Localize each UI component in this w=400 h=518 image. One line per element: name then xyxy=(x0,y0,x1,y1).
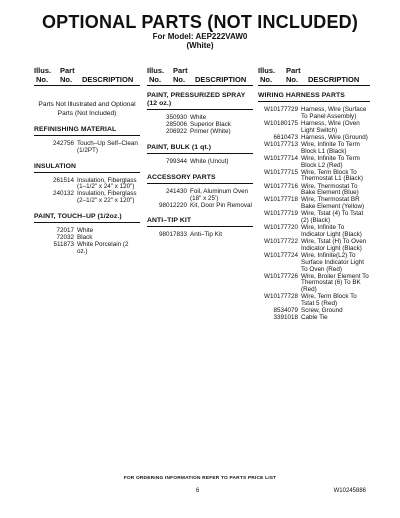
header-rule xyxy=(147,85,253,86)
column-2 xyxy=(147,66,253,240)
part-row xyxy=(258,253,370,273)
header-part: Part xyxy=(60,66,75,75)
part-description: Foil, Aluminum Oven (18" x 25') xyxy=(190,187,249,202)
intro-note: Parts Not Illustrated and Optional Parts (Not Included) xyxy=(38,101,136,117)
part-row xyxy=(147,129,253,136)
part-description: Wire, Infinite To Term Block L1 (Black) xyxy=(301,140,360,155)
part-description: Black xyxy=(77,234,93,242)
part-number: W10177728 xyxy=(264,293,298,301)
part-description: White (Uncut) xyxy=(190,157,229,165)
part-number: 799344 xyxy=(165,157,187,165)
header-part-no: No. xyxy=(286,75,299,84)
page-number: 6 xyxy=(196,488,200,494)
header-illus: Illus. xyxy=(147,66,165,75)
header-description: DESCRIPTION xyxy=(308,75,360,84)
section-title: PAINT, TOUCH–UP (1/2oz.) xyxy=(34,213,140,223)
part-description: Harness, Wire (Surface To Panel Assembly) xyxy=(301,106,367,120)
part-description: Insulation, Fiberglass (1–1/2" x 24" x 120") xyxy=(77,176,137,191)
part-number: 511873 xyxy=(53,241,74,249)
part-number: 72032 xyxy=(56,234,74,242)
part-number: W10177718 xyxy=(264,196,298,204)
section-title: REFINISHING MATERIAL xyxy=(34,126,140,136)
part-number: W10180175 xyxy=(264,119,298,127)
part-number: 241430 xyxy=(165,187,187,195)
part-description: Kit, Door Pin Removal xyxy=(190,201,252,209)
section-title: PAINT, PRESSURIZED SPRAY (12 oz.) xyxy=(147,92,253,110)
column-header xyxy=(258,66,370,84)
part-description: Wire, Infinite To Indicator Light (Black) xyxy=(301,224,362,239)
column-header xyxy=(147,66,253,84)
part-row xyxy=(258,184,370,198)
part-row xyxy=(258,121,370,135)
part-row xyxy=(147,189,253,203)
part-row xyxy=(258,211,370,225)
header-illus-no: No. xyxy=(149,75,162,84)
part-number: W10177715 xyxy=(264,168,298,176)
part-description: Wire, Tstat (H) To Oven Indicator Light (Black) xyxy=(301,238,367,252)
part-row xyxy=(147,203,253,210)
color-line: (White) xyxy=(186,41,214,50)
part-description: Screw, Ground xyxy=(301,307,343,315)
part-number: 8534079 xyxy=(273,307,298,315)
part-description: Primer (White) xyxy=(190,128,231,136)
part-row xyxy=(258,142,370,156)
part-number: 242756 xyxy=(52,140,74,147)
header-description: DESCRIPTION xyxy=(82,75,134,84)
part-number: 285006 xyxy=(165,121,187,129)
part-row xyxy=(34,242,140,256)
part-description: White Porcelain (2 oz.) xyxy=(77,241,129,256)
wiring-parts-list xyxy=(258,107,370,322)
section-title: PAINT, BULK (1 qt.) xyxy=(147,144,253,154)
part-description: Cable Tie xyxy=(301,314,328,322)
header-part: Part xyxy=(173,66,188,75)
part-number: 3391018 xyxy=(273,314,298,322)
part-number: W10177720 xyxy=(264,224,298,232)
column-3 xyxy=(258,66,370,322)
part-number: W10177719 xyxy=(264,210,298,218)
part-row xyxy=(147,159,253,166)
ordering-footer: FOR ORDERING INFORMATION REFER TO PARTS PRICE LIST xyxy=(123,476,277,481)
part-row xyxy=(258,294,370,308)
part-description: Wire, Infinite To Term Block L2 (Red) xyxy=(301,154,360,169)
part-number: W10177722 xyxy=(264,238,298,246)
header-part: Part xyxy=(286,66,301,75)
part-description: Wire, Thermostat BR Bake Element (Yellow) xyxy=(301,196,365,211)
column-1 xyxy=(34,66,140,256)
part-description: Wire, Thermostat To Bake Element (Blue) xyxy=(301,182,359,197)
part-row xyxy=(258,197,370,211)
part-row xyxy=(147,232,253,239)
header-part-no: No. xyxy=(60,75,73,84)
part-number: W10177726 xyxy=(264,272,298,280)
part-number: W10177714 xyxy=(264,154,298,162)
part-description: Superior Black xyxy=(190,121,231,129)
document-number: W10245886 xyxy=(333,488,366,494)
part-description: Wire, Tstat (4) To Tstat (2) (Black) xyxy=(301,210,364,225)
header-part-no: No. xyxy=(173,75,186,84)
part-description: Wire, Term Block To Tstat 5 (Red) xyxy=(301,293,357,308)
part-row xyxy=(258,170,370,184)
part-row xyxy=(258,107,370,121)
header-description: DESCRIPTION xyxy=(195,75,247,84)
page-title: OPTIONAL PARTS (NOT INCLUDED) xyxy=(41,12,359,32)
column-header xyxy=(34,66,140,84)
header-illus-no: No. xyxy=(36,75,49,84)
header-illus: Illus. xyxy=(34,66,52,75)
part-number: 72017 xyxy=(56,227,74,235)
part-number: 240132 xyxy=(52,190,74,198)
part-number: 98012220 xyxy=(158,201,187,209)
part-description: Wire, Infinite(L2) To Surface Indicator Light To Oven (Red) xyxy=(301,252,365,273)
header-illus: Illus. xyxy=(258,66,276,75)
part-number: 6610473 xyxy=(273,133,298,141)
part-description: White xyxy=(190,114,207,121)
section-title: INSULATION xyxy=(34,163,140,173)
header-illus-no: No. xyxy=(260,75,273,84)
part-number: W10177713 xyxy=(264,140,298,148)
section-title: WIRING HARNESS PARTS xyxy=(258,92,370,102)
part-row xyxy=(258,315,370,322)
part-description: Harness, Wire (Oven Light Switch) xyxy=(301,119,360,134)
part-number: W10177729 xyxy=(264,106,298,113)
part-description: Harness, Wire (Ground) xyxy=(301,133,368,141)
part-row xyxy=(258,225,370,239)
part-number: 261514 xyxy=(52,176,74,184)
part-description: Insulation, Fiberglass (2–1/2" x 22" x 120") xyxy=(77,190,137,205)
part-number: W10177724 xyxy=(264,252,298,259)
part-row xyxy=(34,191,140,205)
part-description: Touch–Up Self–Clean (1/2PT) xyxy=(77,140,138,154)
part-number: 206922 xyxy=(165,128,187,136)
part-description: Anti–Tip Kit xyxy=(190,231,222,239)
part-number: W10177716 xyxy=(264,182,298,190)
part-row xyxy=(258,156,370,170)
part-description: White xyxy=(77,227,94,235)
part-row xyxy=(258,274,370,294)
part-row xyxy=(34,141,140,155)
header-rule xyxy=(258,85,370,86)
part-description: Wire, Term Block To Thermostat L1 (Black) xyxy=(301,168,363,183)
part-description: Wire, Broiler Element To Thermostat (6) To BK (Red) xyxy=(301,272,369,294)
part-number: 98017833 xyxy=(158,231,187,239)
part-number: 350930 xyxy=(165,114,187,121)
part-row xyxy=(34,178,140,192)
section-title: ACCESSORY PARTS xyxy=(147,174,253,184)
header-rule xyxy=(34,85,140,86)
model-line: For Model: AEP222VAW0 xyxy=(152,32,248,41)
section-title: ANTI–TIP KIT xyxy=(147,217,253,227)
part-row xyxy=(258,239,370,253)
